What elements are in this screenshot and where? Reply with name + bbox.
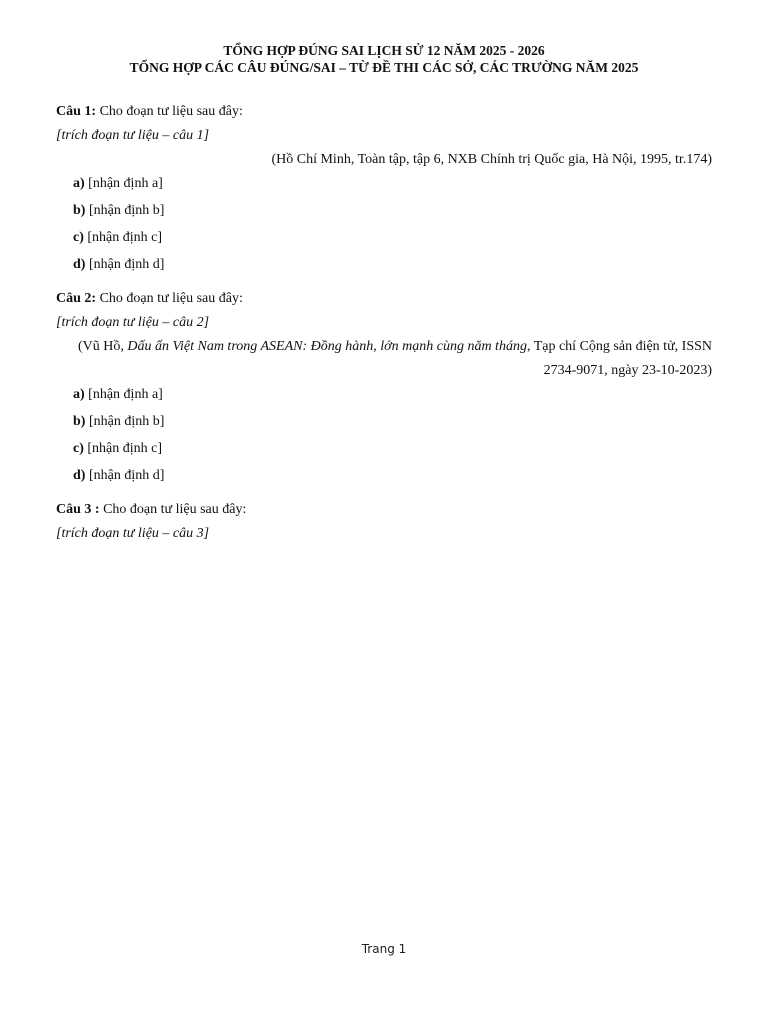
question-3-heading (56, 498, 712, 522)
statement-text: [nhận định d] (88, 468, 165, 483)
title-line-2: TỔNG HỢP CÁC CÂU ĐÚNG/SAI – TỪ ĐỀ THI CÁC SỞ, CÁC TRƯỜNG NĂM 2025 (129, 60, 639, 75)
statement-1b (56, 199, 712, 223)
question-prompt: Cho đoạn tư liệu sau đây: (99, 104, 243, 119)
statement-2b (56, 410, 712, 434)
statement-key: a) (73, 176, 85, 191)
statement-2d (56, 464, 712, 488)
question-2-quote: [trích đoạn tư liệu – câu 2] (56, 315, 210, 330)
statement-text: [nhận định b] (88, 414, 165, 429)
document-page (56, 42, 712, 546)
source-prefix: (Vũ Hồ, (77, 339, 124, 354)
statement-key: b) (73, 414, 86, 429)
question-prompt: Cho đoạn tư liệu sau đây: (99, 291, 243, 306)
statement-1a (56, 172, 712, 196)
page-number: Trang 1 (361, 942, 407, 956)
question-label: Câu 1: (56, 104, 97, 119)
question-1-quote: [trích đoạn tư liệu – câu 1] (56, 128, 210, 143)
question-label: Câu 3 : (56, 502, 100, 517)
statement-key: a) (73, 387, 85, 402)
question-1-source: (Hồ Chí Minh, Toàn tập, tập 6, NXB Chính trị Quốc gia, Hà Nội, 1995, tr.174) (271, 152, 712, 167)
statement-text: [nhận định c] (87, 441, 163, 456)
document-title (56, 42, 712, 76)
statement-1c (56, 226, 712, 250)
statement-text: [nhận định d] (88, 257, 165, 272)
question-prompt: Cho đoạn tư liệu sau đây: (103, 502, 247, 517)
statement-2a (56, 383, 712, 407)
statement-key: d) (73, 257, 86, 272)
statement-1d (56, 253, 712, 277)
statement-key: b) (73, 203, 86, 218)
question-1-heading (56, 100, 712, 124)
title-line-1: TỔNG HỢP ĐÚNG SAI LỊCH SỬ 12 NĂM 2025 - 2026 (223, 43, 545, 58)
source-title: Dấu ấn Việt Nam trong ASEAN: Đồng hành, lớn mạnh cùng năm tháng (127, 339, 527, 354)
source-suffix: , Tạp chí Cộng sản điện tử, ISSN 2734-9071, ngày 23-10-2023) (526, 339, 712, 378)
question-label: Câu 2: (56, 291, 97, 306)
question-3-quote: [trích đoạn tư liệu – câu 3] (56, 526, 210, 541)
statement-key: d) (73, 468, 86, 483)
statement-text: [nhận định a] (88, 176, 163, 191)
question-2-heading (56, 287, 712, 311)
statement-key: c) (73, 230, 84, 245)
statement-2c (56, 437, 712, 461)
statement-text: [nhận định a] (88, 387, 163, 402)
statement-text: [nhận định b] (88, 203, 165, 218)
statement-key: c) (73, 441, 84, 456)
statement-text: [nhận định c] (87, 230, 163, 245)
question-2-source (56, 335, 712, 383)
